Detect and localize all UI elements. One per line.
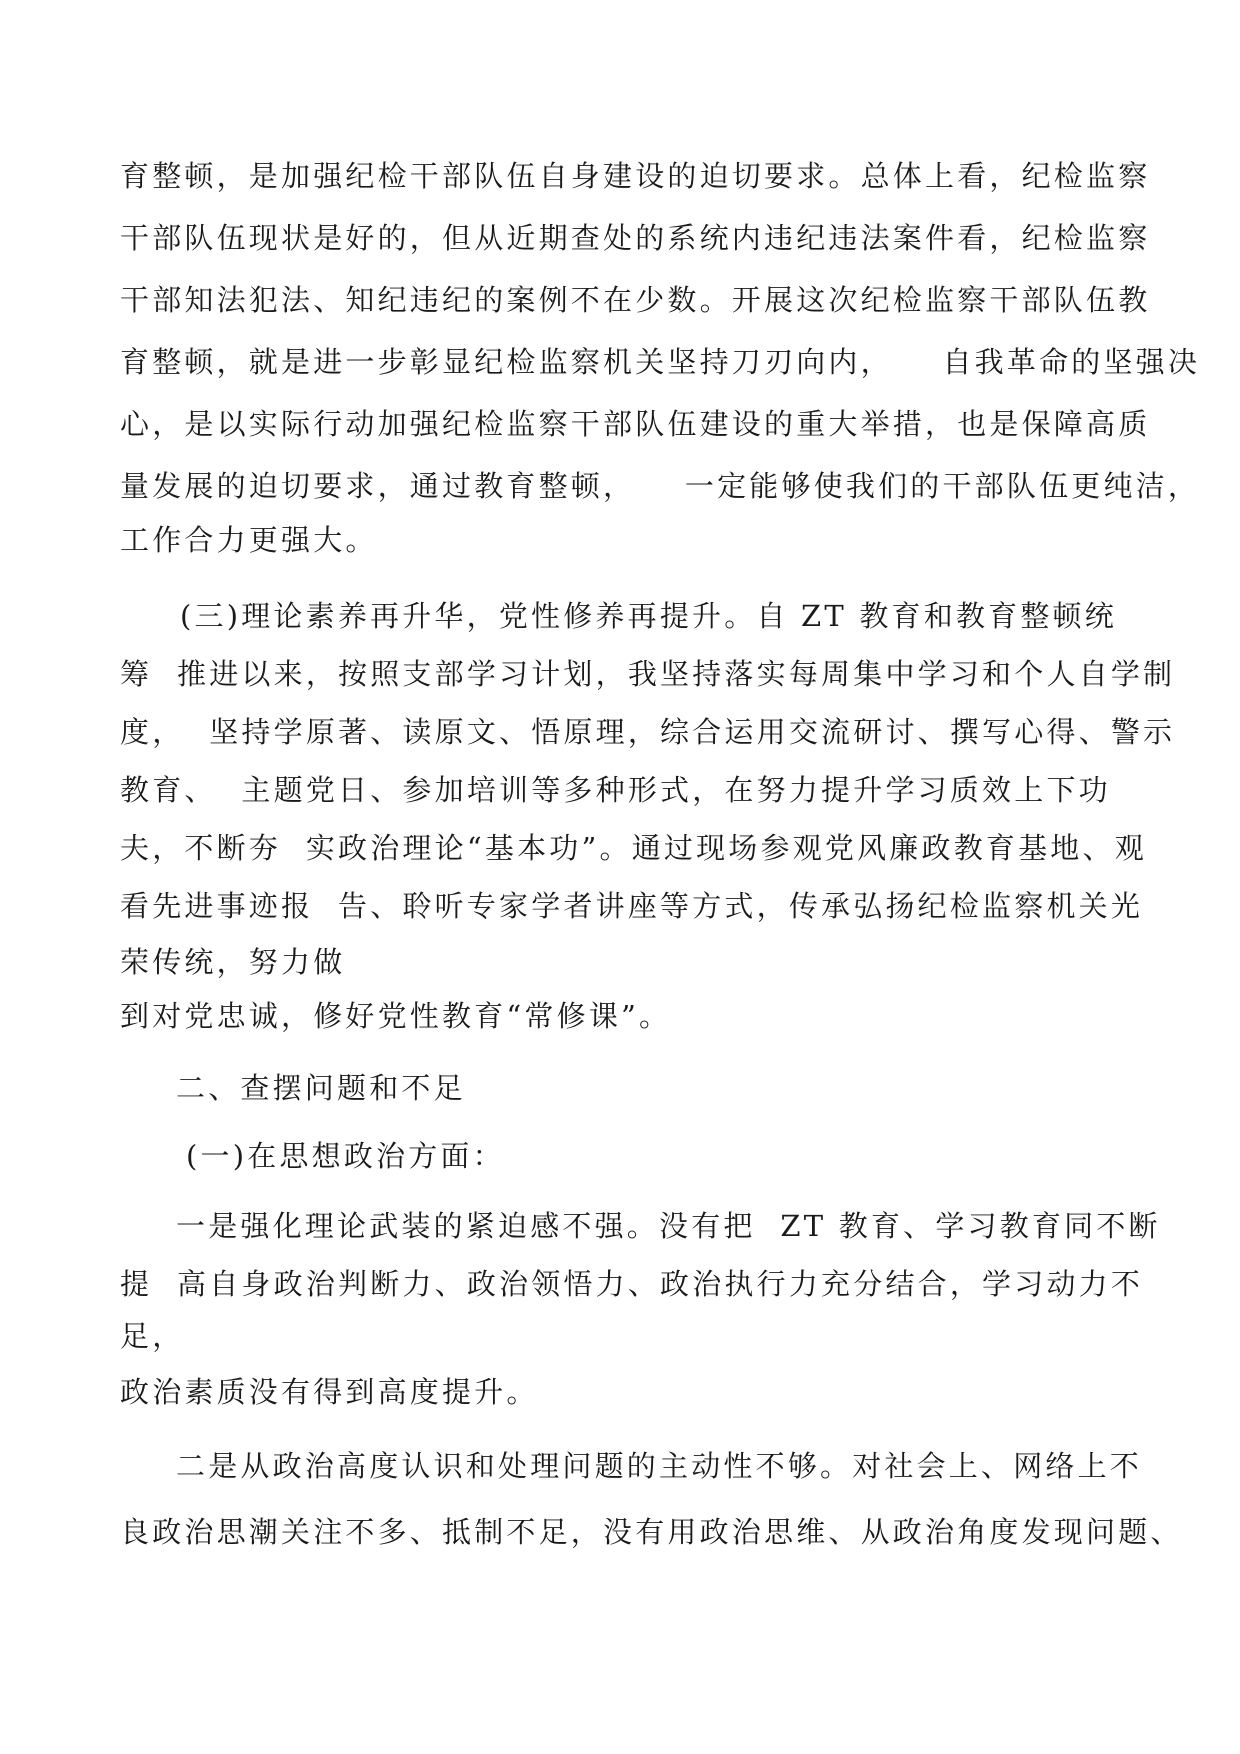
section-heading: (三)理论素养再升华，党性修养再提升。自 ZT 教育和教育整顿统 (180, 599, 1117, 633)
body-text-line: 量发展的迫切要求，通过教育整顿， 一定能够使我们的干部队伍更纯洁， (120, 469, 1201, 503)
body-text-line: 教育、 主题党日、参加培训等多种形式，在努力提升学习质效上下功 (120, 773, 1111, 807)
body-text-line: 育整顿，是加强纪检干部队伍自身建设的迫切要求。总体上看，纪检监察 (120, 159, 1151, 193)
body-text-line: 良政治思潮关注不多、抵制不足，没有用政治思维、从政治角度发现问题、 (120, 1515, 1183, 1549)
body-text-line: 夫，不断夯 实政治理论“基本功”。通过现场参观党风廉政教育基地、观 (120, 831, 1147, 865)
body-text-line: 干部队伍现状是好的，但从近期查处的系统内违纪违法案件看，纪检监察 (120, 221, 1151, 255)
body-text-line: 育整顿，就是进一步彰显纪检监察机关坚持刀刃向内， 自我革命的坚强决 (120, 345, 1201, 379)
body-text-line: 度， 坚持学原著、读原文、悟原理，综合运用交流研讨、撰写心得、警示 (120, 715, 1176, 749)
body-text-line: 干部知法犯法、知纪违纪的案例不在少数。开展这次纪检监察干部队伍教 (120, 283, 1151, 317)
body-text-line: 政治素质没有得到高度提升。 (120, 1375, 539, 1409)
body-text-line: 到对党忠诚，修好党性教育“常修课”。 (120, 999, 672, 1033)
body-text-line: 足， (120, 1319, 185, 1353)
body-text-line: 工作合力更强大。 (120, 523, 378, 557)
body-text-line: 荣传统，努力做 (120, 945, 346, 979)
subsection-heading: (一)在思想政治方面： (186, 1139, 505, 1173)
section-heading: 二、查摆问题和不足 (176, 1071, 466, 1105)
body-text-line: 二是从政治高度认识和处理问题的主动性不够。对社会上、网络上不 (176, 1449, 1143, 1483)
body-text-line: 提 高自身政治判断力、政治领悟力、政治执行力充分结合，学习动力不 (120, 1267, 1144, 1301)
body-text-line: 看先进事迹报 告、聆听专家学者讲座等方式，传承弘扬纪检监察机关光 (120, 889, 1144, 923)
body-text-line: 心，是以实际行动加强纪检监察干部队伍建设的重大举措，也是保障高质 (120, 407, 1151, 441)
body-text-line: 一是强化理论武装的紧迫感不强。没有把 ZT 教育、学习教育同不断 (176, 1209, 1161, 1243)
body-text-line: 筹 推进以来，按照支部学习计划，我坚持落实每周集中学习和个人自学制 (120, 657, 1176, 691)
